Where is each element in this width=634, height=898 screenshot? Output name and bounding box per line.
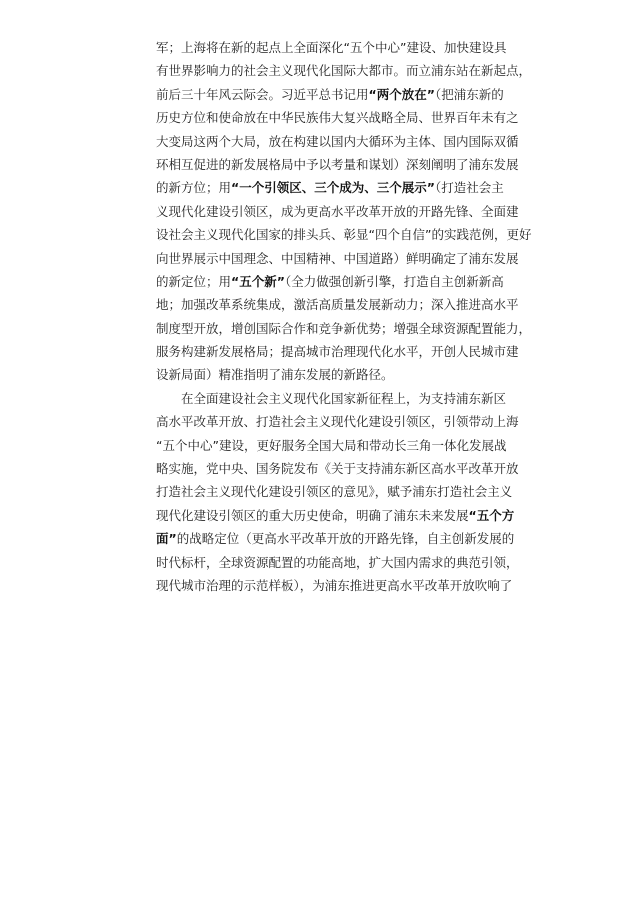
- text-line: [156, 504, 515, 527]
- text-segment: 军；上海将在新的起点上全面深化“五个中心”建设、加快建设具: [156, 40, 507, 55]
- text-segment: 有世界影响力的社会主义现代化国际大都市。而立浦东站在新起点，: [156, 63, 532, 79]
- bold-phrase: “五个新”: [231, 273, 285, 289]
- text-segment: 地；加强改革系统集成，激活高质量发展新动力；深入推进高水平: [156, 297, 519, 313]
- text-line: [156, 223, 532, 246]
- text-segment: 现代城市治理的示范样板），为浦东推进更高水平改革开放吹响了: [156, 577, 513, 593]
- bold-phrase: 面”: [156, 531, 177, 547]
- text-segment: 现代化建设引领区的重大历史使命，明确了浦东未来发展: [156, 507, 469, 523]
- paragraph-2: [156, 387, 519, 598]
- text-line: [156, 317, 532, 340]
- text-segment: 高水平改革开放、打造社会主义现代化建设引领区，引领带动上海: [156, 414, 519, 430]
- text-segment: （把浦东新的: [434, 86, 504, 102]
- text-segment: 服务构建新发展格局；提高城市治理现代化水平，开创人民城市建: [156, 344, 519, 360]
- text-segment: 设新局面）精准指明了浦东发展的新路径。: [156, 367, 394, 383]
- text-line: [156, 247, 519, 270]
- text-line: [156, 574, 513, 597]
- text-segment: 时代标杆，全球资源配置的功能高地，扩大国内需求的典范引领，: [156, 554, 519, 570]
- text-line: [156, 153, 519, 176]
- text-line: [156, 83, 506, 106]
- paragraph-1: [156, 36, 532, 387]
- text-line: [156, 387, 506, 410]
- text-line: [156, 36, 506, 59]
- text-segment: 打造社会主义现代化建设引领区的意见》，赋予浦东打造社会主义: [156, 484, 513, 500]
- text-segment: 的战略定位（更高水平改革开放的开路先锋，自主创新发展的: [176, 531, 515, 547]
- text-line: [156, 457, 519, 480]
- body-text: [156, 36, 532, 597]
- text-segment: 前后三十年风云际会。习近平总书记用: [156, 86, 369, 102]
- text-segment: 的新方位；用: [156, 180, 232, 196]
- text-line: [156, 363, 506, 386]
- text-segment: 义现代化建设引领区，成为更高水平改革开放的开路先锋、全面建: [156, 203, 519, 219]
- text-line: [156, 340, 519, 363]
- bold-phrase: “两个放在”: [368, 86, 435, 102]
- bold-phrase: “五个方: [468, 507, 515, 523]
- bold-phrase: “一个引领区、三个成为、三个展示”: [231, 180, 435, 196]
- text-segment: 环相互促进的新发展格局中予以考量和谋划）深刻阐明了浦东发展: [156, 156, 519, 172]
- text-segment: 向世界展示中国理念、中国精神、中国道路）鲜明确定了浦东发展: [156, 250, 519, 266]
- text-line: [156, 434, 506, 457]
- text-line: [156, 270, 506, 293]
- text-segment: 设社会主义现代化国家的排头兵、彰显“四个自信”的实践范例，更好: [156, 227, 532, 243]
- text-line: [156, 410, 519, 433]
- text-segment: 历史方位和使命放在中华民族伟大复兴战略全局、世界百年未有之: [156, 110, 519, 126]
- text-line: [156, 176, 506, 199]
- text-line: [156, 527, 515, 550]
- text-segment: （全力做强创新引擎，打造自主创新新高: [284, 273, 504, 289]
- text-segment: 的新定位；用: [156, 273, 232, 289]
- text-line: [156, 200, 519, 223]
- text-segment: 制度型开放，增创国际合作和竞争新优势；增强全球资源配置能力，: [156, 320, 532, 336]
- text-segment: 大变局这两个大局，放在构建以国内大循环为主体、国内国际双循: [156, 133, 519, 149]
- text-line: [156, 59, 532, 82]
- text-segment: 略实施，党中央、国务院发布《关于支持浦东新区高水平改革开放: [156, 461, 519, 477]
- text-line: [156, 106, 519, 129]
- text-line: [156, 130, 519, 153]
- text-segment: “五个中心”建设，更好服务全国大局和带动长三角一体化发展战: [156, 437, 507, 453]
- text-line: [156, 293, 519, 316]
- text-line: [156, 551, 519, 574]
- text-segment: （打造社会主: [434, 180, 504, 196]
- text-segment: 在全面建设社会主义现代化国家新征程上，为支持浦东新区: [181, 390, 507, 406]
- text-line: [156, 480, 513, 503]
